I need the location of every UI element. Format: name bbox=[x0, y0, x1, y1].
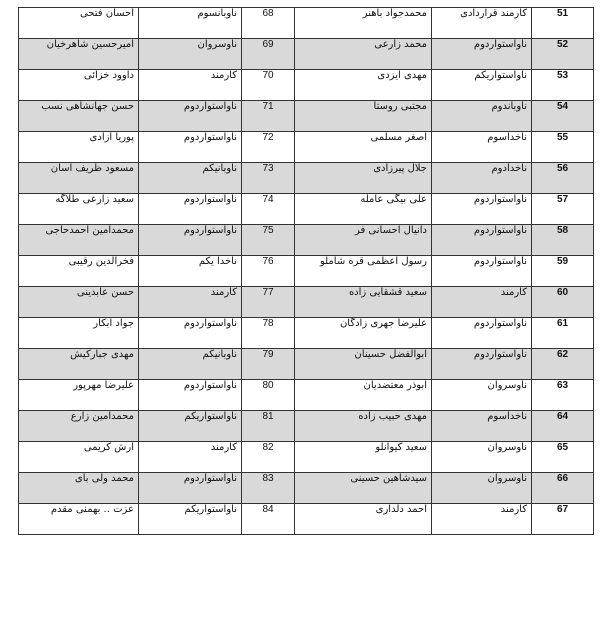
left-rank-cell: ناخدا یکم bbox=[139, 256, 242, 287]
right-number-cell: 54 bbox=[532, 101, 594, 132]
right-name-cell: جلال پیرزادی bbox=[295, 163, 432, 194]
right-number-cell: 67 bbox=[532, 504, 594, 535]
left-number-cell: 68 bbox=[242, 8, 295, 39]
right-name-cell: احمد دلداری bbox=[295, 504, 432, 535]
left-number-cell: 80 bbox=[242, 380, 295, 411]
left-number-cell: 75 bbox=[242, 225, 295, 256]
right-number-cell: 57 bbox=[532, 194, 594, 225]
left-number-cell: 74 bbox=[242, 194, 295, 225]
left-name-cell: محمد ولی بای bbox=[19, 473, 139, 504]
right-rank-cell: کارمند قراردادی bbox=[432, 8, 532, 39]
right-name-cell: علیرضا جهری زادگان bbox=[295, 318, 432, 349]
right-rank-cell: ناوسروان bbox=[432, 380, 532, 411]
left-name-cell: محمدامین احمدحاجی bbox=[19, 225, 139, 256]
table-row bbox=[19, 380, 594, 411]
right-number-cell: 66 bbox=[532, 473, 594, 504]
left-rank-cell: کارمند bbox=[139, 442, 242, 473]
right-rank-cell: ناوسروان bbox=[432, 442, 532, 473]
right-name-cell: محمد زارعی bbox=[295, 39, 432, 70]
left-name-cell: سعید زارعی طلاگه bbox=[19, 194, 139, 225]
right-rank-cell: ناواستواردوم bbox=[432, 194, 532, 225]
right-number-cell: 60 bbox=[532, 287, 594, 318]
left-name-cell: محمدامین زارع bbox=[19, 411, 139, 442]
table-row bbox=[19, 70, 594, 101]
left-number-cell: 78 bbox=[242, 318, 295, 349]
left-rank-cell: ناوبانیکم bbox=[139, 349, 242, 380]
right-number-cell: 64 bbox=[532, 411, 594, 442]
right-rank-cell: ناخداسوم bbox=[432, 411, 532, 442]
right-name-cell: رسول اعظمی قره شاملو bbox=[295, 256, 432, 287]
right-number-cell: 52 bbox=[532, 39, 594, 70]
personnel-table bbox=[18, 7, 594, 535]
left-name-cell: پوریا آزادی bbox=[19, 132, 139, 163]
left-rank-cell: ناواستواردوم bbox=[139, 318, 242, 349]
right-rank-cell: ناواستواردوم bbox=[432, 256, 532, 287]
left-name-cell: آرش کریمی bbox=[19, 442, 139, 473]
left-number-cell: 83 bbox=[242, 473, 295, 504]
left-name-cell: امیرحسین شاهرخیان bbox=[19, 39, 139, 70]
right-rank-cell: کارمند bbox=[432, 287, 532, 318]
left-number-cell: 81 bbox=[242, 411, 295, 442]
right-number-cell: 55 bbox=[532, 132, 594, 163]
left-number-cell: 73 bbox=[242, 163, 295, 194]
table-row bbox=[19, 504, 594, 535]
table-row bbox=[19, 473, 594, 504]
right-rank-cell: ناواستواردوم bbox=[432, 225, 532, 256]
left-rank-cell: ناواستواردوم bbox=[139, 132, 242, 163]
right-number-cell: 53 bbox=[532, 70, 594, 101]
right-name-cell: مهدی ایزدی bbox=[295, 70, 432, 101]
right-number-cell: 61 bbox=[532, 318, 594, 349]
right-number-cell: 65 bbox=[532, 442, 594, 473]
table-row bbox=[19, 163, 594, 194]
right-name-cell: محمدجواد باهنر bbox=[295, 8, 432, 39]
right-rank-cell: ناخدادوم bbox=[432, 163, 532, 194]
left-number-cell: 71 bbox=[242, 101, 295, 132]
right-name-cell: دانیال احسانی فر bbox=[295, 225, 432, 256]
left-number-cell: 69 bbox=[242, 39, 295, 70]
right-number-cell: 59 bbox=[532, 256, 594, 287]
table-row bbox=[19, 411, 594, 442]
left-rank-cell: ناواستواردوم bbox=[139, 101, 242, 132]
right-number-cell: 56 bbox=[532, 163, 594, 194]
left-name-cell: فخرالدین رقیبی bbox=[19, 256, 139, 287]
left-number-cell: 77 bbox=[242, 287, 295, 318]
right-name-cell: مهدی حبیب زاده bbox=[295, 411, 432, 442]
table-row bbox=[19, 39, 594, 70]
left-name-cell: مسعود ظریف آسان bbox=[19, 163, 139, 194]
left-name-cell: جواد آبکار bbox=[19, 318, 139, 349]
left-number-cell: 70 bbox=[242, 70, 295, 101]
left-number-cell: 79 bbox=[242, 349, 295, 380]
right-rank-cell: ناواستواریکم bbox=[432, 70, 532, 101]
right-rank-cell: ناخداسوم bbox=[432, 132, 532, 163]
right-number-cell: 62 bbox=[532, 349, 594, 380]
left-rank-cell: ناواستواردوم bbox=[139, 473, 242, 504]
table-row bbox=[19, 349, 594, 380]
right-rank-cell: ناواستواردوم bbox=[432, 39, 532, 70]
left-rank-cell: کارمند bbox=[139, 70, 242, 101]
left-number-cell: 76 bbox=[242, 256, 295, 287]
left-name-cell: حسن جهانشاهی نسب bbox=[19, 101, 139, 132]
right-name-cell: اصغر مسلمی bbox=[295, 132, 432, 163]
right-name-cell: علی بیگی عامله bbox=[295, 194, 432, 225]
table-row bbox=[19, 287, 594, 318]
left-rank-cell: ناواستواردوم bbox=[139, 225, 242, 256]
right-number-cell: 51 bbox=[532, 8, 594, 39]
table-row bbox=[19, 318, 594, 349]
left-number-cell: 84 bbox=[242, 504, 295, 535]
table-row bbox=[19, 132, 594, 163]
left-name-cell: داوود خزائی bbox=[19, 70, 139, 101]
table-row bbox=[19, 225, 594, 256]
right-name-cell: سیدشاهین حسینی bbox=[295, 473, 432, 504]
left-name-cell: علیرضا مهرپور bbox=[19, 380, 139, 411]
right-rank-cell: ناواستواردوم bbox=[432, 318, 532, 349]
left-rank-cell: ناواستواریکم bbox=[139, 411, 242, 442]
left-name-cell: عزت .. بهمنی مقدم bbox=[19, 504, 139, 535]
right-number-cell: 63 bbox=[532, 380, 594, 411]
right-name-cell: ابوذر معتضدیان bbox=[295, 380, 432, 411]
left-rank-cell: ناوبانیکم bbox=[139, 163, 242, 194]
right-number-cell: 58 bbox=[532, 225, 594, 256]
right-name-cell: سعید قشقایی زاده bbox=[295, 287, 432, 318]
table-row bbox=[19, 442, 594, 473]
left-name-cell: احسان فتحی bbox=[19, 8, 139, 39]
table-row bbox=[19, 101, 594, 132]
right-rank-cell: ناوباندوم bbox=[432, 101, 532, 132]
left-rank-cell: ناوسروان bbox=[139, 39, 242, 70]
right-name-cell: سعید کیوانلو bbox=[295, 442, 432, 473]
right-name-cell: ابوالفضل حسینان bbox=[295, 349, 432, 380]
left-rank-cell: ناواستواریکم bbox=[139, 504, 242, 535]
table-row bbox=[19, 194, 594, 225]
left-rank-cell: ناواستواردوم bbox=[139, 380, 242, 411]
right-rank-cell: کارمند bbox=[432, 504, 532, 535]
left-number-cell: 82 bbox=[242, 442, 295, 473]
left-rank-cell: ناواستواردوم bbox=[139, 194, 242, 225]
left-number-cell: 72 bbox=[242, 132, 295, 163]
right-rank-cell: ناوسروان bbox=[432, 473, 532, 504]
right-rank-cell: ناواستواردوم bbox=[432, 349, 532, 380]
left-name-cell: حسن عابدینی bbox=[19, 287, 139, 318]
left-name-cell: مهدی جبارکیش bbox=[19, 349, 139, 380]
table-row bbox=[19, 256, 594, 287]
left-rank-cell: کارمند bbox=[139, 287, 242, 318]
table-row bbox=[19, 8, 594, 39]
left-rank-cell: ناوبانسوم bbox=[139, 8, 242, 39]
right-name-cell: مجتبی روستا bbox=[295, 101, 432, 132]
personnel-table-body bbox=[19, 8, 594, 535]
